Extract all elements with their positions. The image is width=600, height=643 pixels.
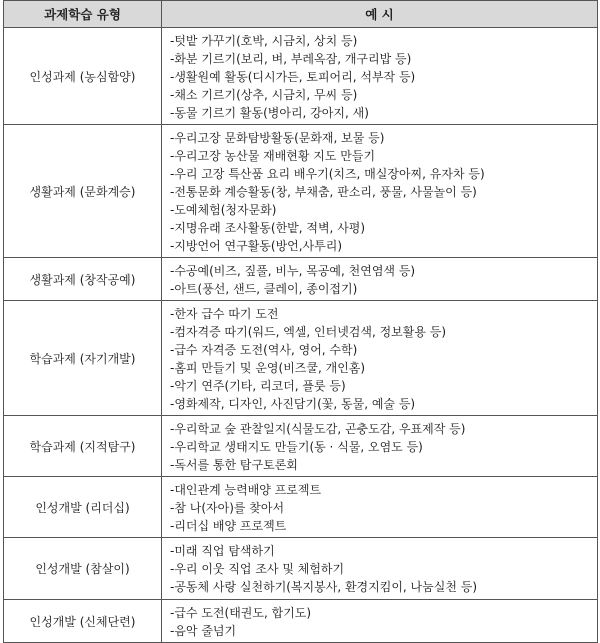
table-row xyxy=(4,301,598,416)
type-cell: 인성개발 (리더십) xyxy=(4,477,162,538)
example-item: -홈피 만들기 및 운영(비즈쿨, 개인홈) xyxy=(170,361,366,375)
examples-cell xyxy=(162,125,598,258)
type-cell: 인성과제 (농심함양) xyxy=(4,28,162,125)
examples-cell xyxy=(162,477,598,538)
example-item: -전통문화 계승활동(창, 부채춤, 판소리, 풍물, 사물놀이 등) xyxy=(170,185,477,199)
example-item: -텃밭 가꾸기(호박, 시금치, 상치 등) xyxy=(170,34,358,48)
example-item: -아트(풍선, 샌드, 클레이, 종이접기) xyxy=(170,282,358,296)
table-row xyxy=(4,477,598,538)
examples-cell xyxy=(162,416,598,477)
example-item: -미래 직업 탐색하기 xyxy=(170,544,275,558)
table-row xyxy=(4,416,598,477)
example-item: -악기 연주(기타, 리코더, 플룻 등) xyxy=(170,379,346,393)
example-item: -우리고장 농산물 재배현황 지도 만들기 xyxy=(170,149,376,163)
examples-cell xyxy=(162,258,598,301)
example-item: -우리 고장 특산품 요리 배우기(치즈, 매실장아찌, 유자차 등) xyxy=(170,167,485,181)
examples-cell xyxy=(162,301,598,416)
example-item: -참 나(자아)를 찾아서 xyxy=(170,501,285,515)
example-item: -대인관계 능력배양 프로젝트 xyxy=(170,483,322,497)
example-item: -영화제작, 디자인, 사진담기(꽃, 동물, 예술 등) xyxy=(170,397,416,411)
type-cell: 인성개발 (참살이) xyxy=(4,538,162,600)
example-item: -급수 도전(태권도, 합기도) xyxy=(170,606,312,620)
header-examples: 예 시 xyxy=(162,1,598,28)
example-item: -동물 기르기 활동(병아리, 강아지, 새) xyxy=(170,106,369,120)
example-item: -독서를 통한 탐구토론회 xyxy=(170,458,298,472)
example-item: -지방언어 연구활동(방언,사투리) xyxy=(170,239,343,253)
example-item: -지명유래 조사활동(한밭, 적벽, 사평) xyxy=(170,221,366,235)
type-cell: 생활과제 (창작공예) xyxy=(4,258,162,301)
example-item: -도예체험(청자문화) xyxy=(170,203,277,217)
assignment-learning-table xyxy=(3,0,598,643)
table-row xyxy=(4,258,598,301)
example-item: -우리고장 문화탐방활동(문화재, 보물 등) xyxy=(170,131,385,145)
example-item: -공동체 사랑 실천하기(복지봉사, 환경지킴이, 나눔실천 등) xyxy=(170,580,478,594)
type-cell: 학습과제 (지적탐구) xyxy=(4,416,162,477)
example-item: -급수 자격증 도전(역사, 영어, 수학) xyxy=(170,343,358,357)
example-item: -우리학교 숲 관찰일지(식물도감, 곤충도감, 우표제작 등) xyxy=(170,422,466,436)
table-body xyxy=(4,28,598,643)
table-row xyxy=(4,538,598,600)
examples-cell xyxy=(162,28,598,125)
example-item: -리더십 배양 프로젝트 xyxy=(170,519,287,533)
example-item: -수공예(비즈, 짚풀, 비누, 목공예, 천연염색 등) xyxy=(170,264,416,278)
example-item: -채소 기르기(상추, 시금치, 무씨 등) xyxy=(170,88,358,102)
header-row xyxy=(4,1,598,28)
example-item: -컴자격증 따기(워드, 엑셀, 인터넷검색, 정보활용 등) xyxy=(170,325,447,339)
type-cell: 인성개발 (신체단련) xyxy=(4,600,162,643)
examples-cell xyxy=(162,600,598,643)
table-row xyxy=(4,125,598,258)
header-type: 과제학습 유형 xyxy=(4,1,162,28)
type-cell: 학습과제 (자기개발) xyxy=(4,301,162,416)
table-row xyxy=(4,28,598,125)
example-item: -생활원예 활동(디시가든, 토피어리, 석부작 등) xyxy=(170,70,416,84)
example-item: -화분 기르기(보리, 벼, 부레옥잠, 개구리밥 등) xyxy=(170,52,412,66)
example-item: -음악 줄넘기 xyxy=(170,624,237,638)
table-container xyxy=(3,0,597,643)
type-cell: 생활과제 (문화계승) xyxy=(4,125,162,258)
example-item: -우리 이웃 직업 조사 및 체험하기 xyxy=(170,562,345,576)
example-item: -우리학교 생태지도 만들기(동 · 식물, 오염도 등) xyxy=(170,440,423,454)
table-row xyxy=(4,600,598,643)
examples-cell xyxy=(162,538,598,600)
example-item: -한자 급수 따기 도전 xyxy=(170,307,279,321)
